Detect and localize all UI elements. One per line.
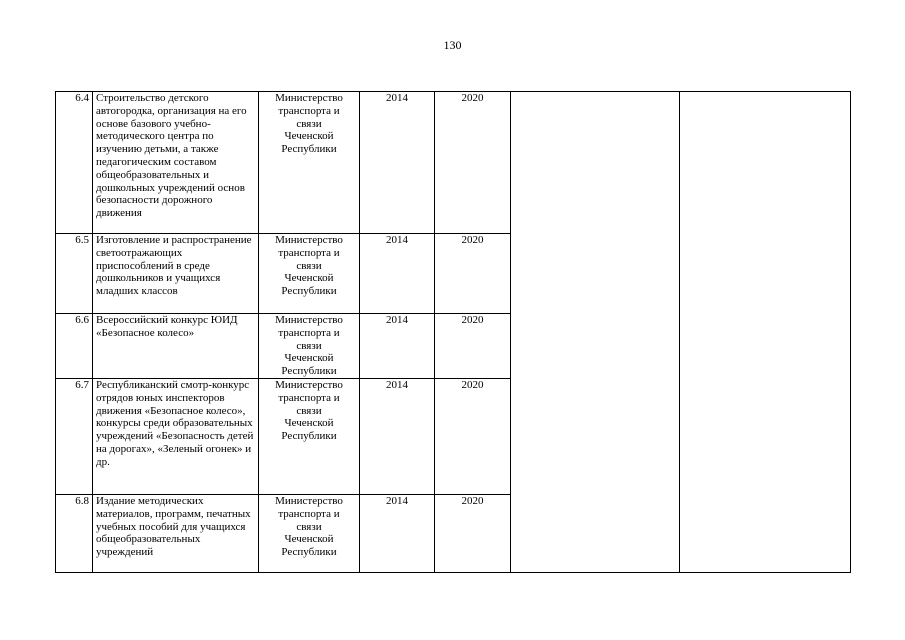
executor-line: Республики bbox=[281, 143, 337, 156]
executor-line: Министерство bbox=[275, 92, 343, 104]
executor-line: Республики bbox=[281, 285, 337, 298]
row-number: 6.6 bbox=[56, 314, 93, 379]
row-number: 6.4 bbox=[56, 92, 93, 234]
executor-line: связи bbox=[296, 259, 322, 272]
end-year: 2020 bbox=[435, 92, 511, 234]
executor-line: Республики bbox=[281, 546, 337, 559]
executor-line: Министерство bbox=[275, 494, 343, 507]
executor-line: Республики bbox=[281, 365, 337, 378]
executor bbox=[259, 314, 360, 379]
executor-line: связи bbox=[296, 339, 322, 352]
executor-line: транспорта и bbox=[278, 507, 340, 520]
end-year: 2020 bbox=[435, 378, 511, 494]
start-year: 2014 bbox=[360, 92, 435, 234]
measure-name: Изготовление и распространение светоотражающих приспособлений в среде дошкольников и учащихся младших классов bbox=[93, 234, 259, 314]
executor-line: Чеченской bbox=[284, 130, 334, 143]
page-number: 130 bbox=[443, 38, 462, 52]
executor-line: Министерство bbox=[275, 314, 343, 326]
executor-line: транспорта и bbox=[278, 104, 340, 117]
end-year: 2020 bbox=[435, 234, 511, 314]
measure-name: Издание методических материалов, программ, печатных учебных пособий для учащихся общеобразовательных учреждений bbox=[93, 494, 259, 572]
executor-line: Чеченской bbox=[284, 533, 334, 546]
empty-cell bbox=[680, 92, 851, 573]
executor bbox=[259, 494, 360, 572]
start-year: 2014 bbox=[360, 494, 435, 572]
empty-cell bbox=[511, 92, 680, 573]
executor-line: Чеченской bbox=[284, 352, 334, 365]
measure-name: Всероссийский конкурс ЮИД «Безопасное колесо» bbox=[93, 314, 259, 379]
measures-table bbox=[55, 91, 851, 573]
executor-line: Чеченской bbox=[284, 272, 334, 285]
row-number: 6.7 bbox=[56, 378, 93, 494]
executor-line: связи bbox=[296, 117, 322, 130]
end-year: 2020 bbox=[435, 494, 511, 572]
start-year: 2014 bbox=[360, 378, 435, 494]
executor bbox=[259, 378, 360, 494]
executor-line: транспорта и bbox=[278, 246, 340, 259]
executor-line: транспорта и bbox=[278, 391, 340, 404]
executor bbox=[259, 92, 360, 234]
table-row bbox=[56, 92, 851, 234]
executor-line: Министерство bbox=[275, 378, 343, 391]
executor-line: Республики bbox=[281, 430, 337, 443]
executor-line: связи bbox=[296, 404, 322, 417]
row-number: 6.5 bbox=[56, 234, 93, 314]
executor bbox=[259, 234, 360, 314]
executor-line: связи bbox=[296, 520, 322, 533]
executor-line: Министерство bbox=[275, 234, 343, 246]
start-year: 2014 bbox=[360, 234, 435, 314]
executor-line: Чеченской bbox=[284, 417, 334, 430]
measure-name: Строительство детского автогородка, организация на его основе базового учебно-методического центра по изучению детьми, а также педагогическим составом общеобразовательных и дошкольных учреждений основ безопасности дорожного движения bbox=[93, 92, 259, 234]
executor-line: транспорта и bbox=[278, 326, 340, 339]
row-number: 6.8 bbox=[56, 494, 93, 572]
measure-name: Республиканский смотр-конкурс отрядов юных инспекторов движения «Безопасное колесо», конкурсы среди образовательных учреждений «Безопасность детей на дорогах», «Зеленый огонек» и др. bbox=[93, 378, 259, 494]
end-year: 2020 bbox=[435, 314, 511, 379]
start-year: 2014 bbox=[360, 314, 435, 379]
